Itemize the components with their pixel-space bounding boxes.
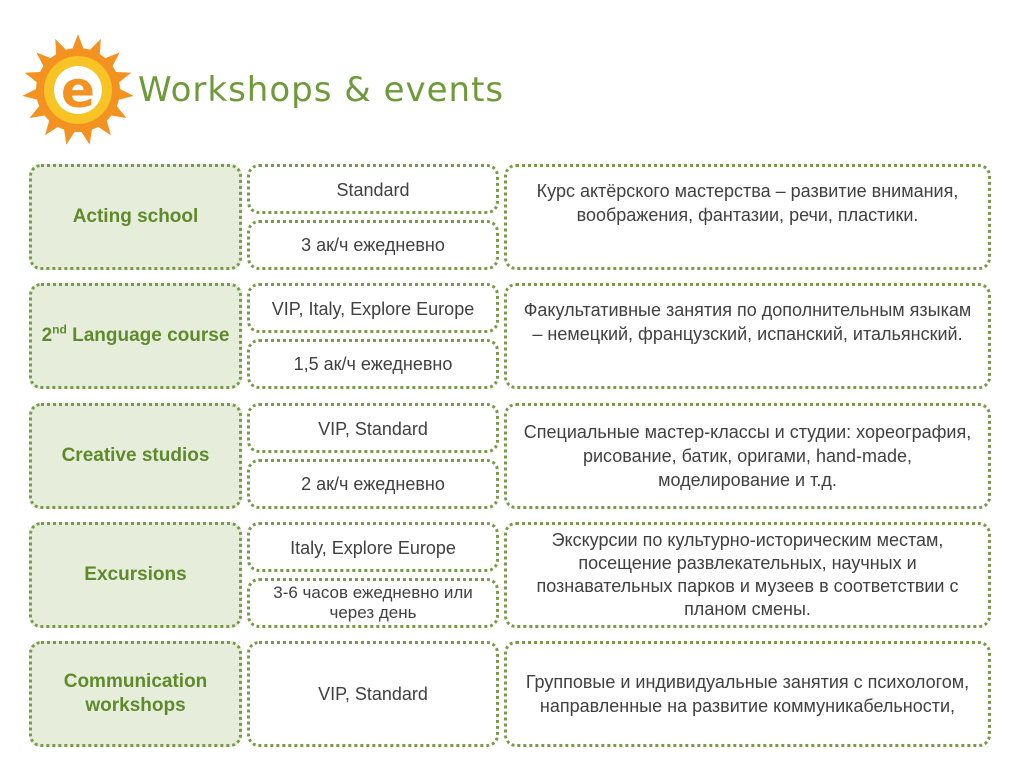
packages-cell: VIP, Standard (247, 641, 499, 747)
category-creative-studios (29, 403, 242, 509)
category-communication-workshops (29, 641, 242, 747)
duration-cell: 1,5 ак/ч ежедневно (247, 339, 499, 389)
duration-cell: 2 ак/ч ежедневно (247, 459, 499, 509)
logo-letter: e (61, 61, 95, 119)
packages-cell: VIP, Standard (247, 403, 499, 453)
category-label: Creative studios (61, 445, 210, 466)
category-excursions (29, 522, 242, 628)
packages-cell: Italy, Explore Europe (247, 522, 499, 572)
description-cell: Курс актёрского мастерства – развитие внимания, воображения, фантазии, речи, пластики. (504, 164, 991, 270)
category-label: Communication workshops (63, 671, 208, 716)
category-acting-school (29, 164, 242, 270)
page-title: Workshops & events (138, 70, 505, 110)
category-label: Acting school (72, 206, 199, 227)
packages-cell: Standard (247, 164, 499, 214)
category-label: Excursions (84, 564, 187, 585)
duration-cell: 3 ак/ч ежедневно (247, 220, 499, 270)
category-language-course (29, 283, 242, 389)
description-cell: Групповые и индивидуальные занятия с психологом, направленные на развитие коммуникабельности, (504, 641, 991, 747)
description-cell: Факультативные занятия по дополнительным языкам – немецкий, французский, испанский, итальянский. (504, 283, 991, 389)
category-label: 2nd Language course (41, 322, 230, 346)
sun-logo-icon (22, 30, 134, 148)
duration-cell: 3-6 часов ежедневно или через день (247, 578, 499, 628)
packages-cell: VIP, Italy, Explore Europe (247, 283, 499, 333)
description-cell: Специальные мастер-классы и студии: хореография, рисование, батик, оригами, hand-made, моделирование и т.д. (504, 403, 991, 509)
description-cell: Экскурсии по культурно-историческим местам, посещение развлекательных, научных и познавательных парков и музеев в соответствии с планом смены. (504, 522, 991, 628)
